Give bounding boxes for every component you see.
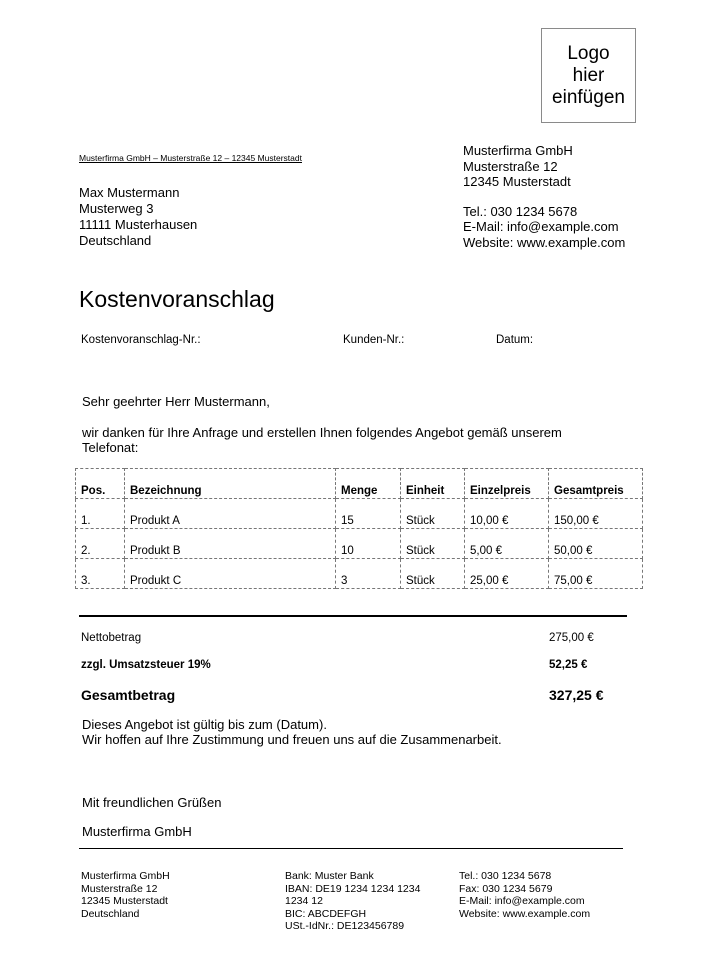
footer-line: IBAN: DE19 1234 1234 1234 xyxy=(285,882,421,895)
recipient-city: 11111 Musterhausen xyxy=(79,217,198,232)
cell-quantity: 10 xyxy=(336,529,401,559)
cell-total-price: 75,00 € xyxy=(549,559,643,589)
cell-description: Produkt A xyxy=(125,499,336,529)
footer-divider xyxy=(79,848,623,849)
company-name: Musterfirma GmbH xyxy=(463,143,573,158)
footer-line: BIC: ABCDEFGH xyxy=(285,907,367,920)
date-label: Datum: xyxy=(496,334,534,346)
company-website: Website: www.example.com xyxy=(463,234,626,250)
footer-line: Fax: 030 1234 5679 xyxy=(459,882,553,895)
footer-line: 1234 12 xyxy=(285,895,323,907)
company-street: Musterstraße 12 xyxy=(463,158,558,174)
header-unit-price: Einzelpreis xyxy=(465,469,549,499)
sender-return-address: Musterfirma GmbH – Musterstraße 12 – 12345 Musterstadt xyxy=(79,153,302,163)
closing-signature: Musterfirma GmbH xyxy=(82,824,192,839)
cell-unit-price: 5,00 € xyxy=(465,529,549,559)
validity-line-1: Dieses Angebot ist gültig bis zum (Datum). xyxy=(82,717,327,732)
quote-number-label: Kostenvoranschlag-Nr.: xyxy=(81,334,201,346)
recipient-name: Max Mustermann xyxy=(79,185,180,200)
cell-unit-price: 10,00 € xyxy=(465,499,549,529)
header-description: Bezeichnung xyxy=(125,469,336,499)
company-info xyxy=(463,143,625,250)
cell-quantity: 15 xyxy=(336,499,401,529)
header-quantity: Menge xyxy=(336,469,401,499)
footer-line: Bank: Muster Bank xyxy=(285,870,374,882)
total-amount-value: 327,25 € xyxy=(549,687,604,703)
customer-number-label: Kunden-Nr.: xyxy=(343,334,405,346)
cell-quantity: 3 xyxy=(336,559,401,589)
header-position: Pos. xyxy=(76,469,125,499)
footer-line: Website: www.example.com xyxy=(459,907,591,920)
table-row xyxy=(76,499,643,529)
intro-text xyxy=(82,425,562,455)
logo-placeholder: Logo hier einfügen xyxy=(541,28,636,123)
footer-line: Musterstraße 12 xyxy=(81,882,158,895)
closing-greeting: Mit freundlichen Grüßen xyxy=(82,795,222,810)
footer-line: 12345 Musterstadt xyxy=(81,895,168,907)
net-amount-label: Nettobetrag xyxy=(81,632,142,644)
cell-position: 2. xyxy=(76,529,125,559)
vat-value: 52,25 € xyxy=(549,659,588,671)
footer-line: USt.-IdNr.: DE123456789 xyxy=(285,920,405,932)
net-amount-value: 275,00 € xyxy=(549,632,594,644)
recipient-address xyxy=(79,185,197,249)
total-amount-label: Gesamtbetrag xyxy=(81,687,176,703)
cell-position: 1. xyxy=(76,499,125,529)
table-header-row xyxy=(76,469,643,499)
cell-description: Produkt B xyxy=(125,529,336,559)
cell-unit: Stück xyxy=(401,559,465,589)
header-total-price: Gesamtpreis xyxy=(549,469,643,499)
cell-description: Produkt C xyxy=(125,559,336,589)
table-row xyxy=(76,559,643,589)
cell-unit: Stück xyxy=(401,499,465,529)
recipient-street: Musterweg 3 xyxy=(79,201,154,216)
cell-unit-price: 25,00 € xyxy=(465,559,549,589)
footer-line: Tel.: 030 1234 5678 xyxy=(459,870,552,882)
cell-total-price: 50,00 € xyxy=(549,529,643,559)
recipient-country: Deutschland xyxy=(79,233,152,248)
header-unit: Einheit xyxy=(401,469,465,499)
items-table xyxy=(75,468,643,589)
company-email: E-Mail: info@example.com xyxy=(463,219,619,234)
cell-total-price: 150,00 € xyxy=(549,499,643,529)
document-title: Kostenvoranschlag xyxy=(79,286,275,312)
footer-line: Deutschland xyxy=(81,907,140,920)
cell-position: 3. xyxy=(76,559,125,589)
footer-line: Musterfirma GmbH xyxy=(81,870,170,882)
cell-unit: Stück xyxy=(401,529,465,559)
footer-contact-column xyxy=(459,870,590,920)
footer-company-column xyxy=(81,870,170,920)
totals-divider xyxy=(79,615,627,617)
intro-line-2: Telefonat: xyxy=(82,440,139,455)
company-phone: Tel.: 030 1234 5678 xyxy=(463,203,578,219)
table-row xyxy=(76,529,643,559)
validity-text xyxy=(82,717,502,747)
vat-label: zzgl. Umsatzsteuer 19% xyxy=(81,659,211,671)
intro-line-1: wir danken für Ihre Anfrage und erstellen Ihnen folgendes Angebot gemäß unserem xyxy=(82,425,562,440)
company-city: 12345 Musterstadt xyxy=(463,174,571,189)
validity-line-2: Wir hoffen auf Ihre Zustimmung und freuen uns auf die Zusammenarbeit. xyxy=(82,732,502,747)
salutation: Sehr geehrter Herr Mustermann, xyxy=(82,394,270,409)
footer-line: E-Mail: info@example.com xyxy=(459,895,585,907)
footer-bank-column xyxy=(285,870,420,933)
